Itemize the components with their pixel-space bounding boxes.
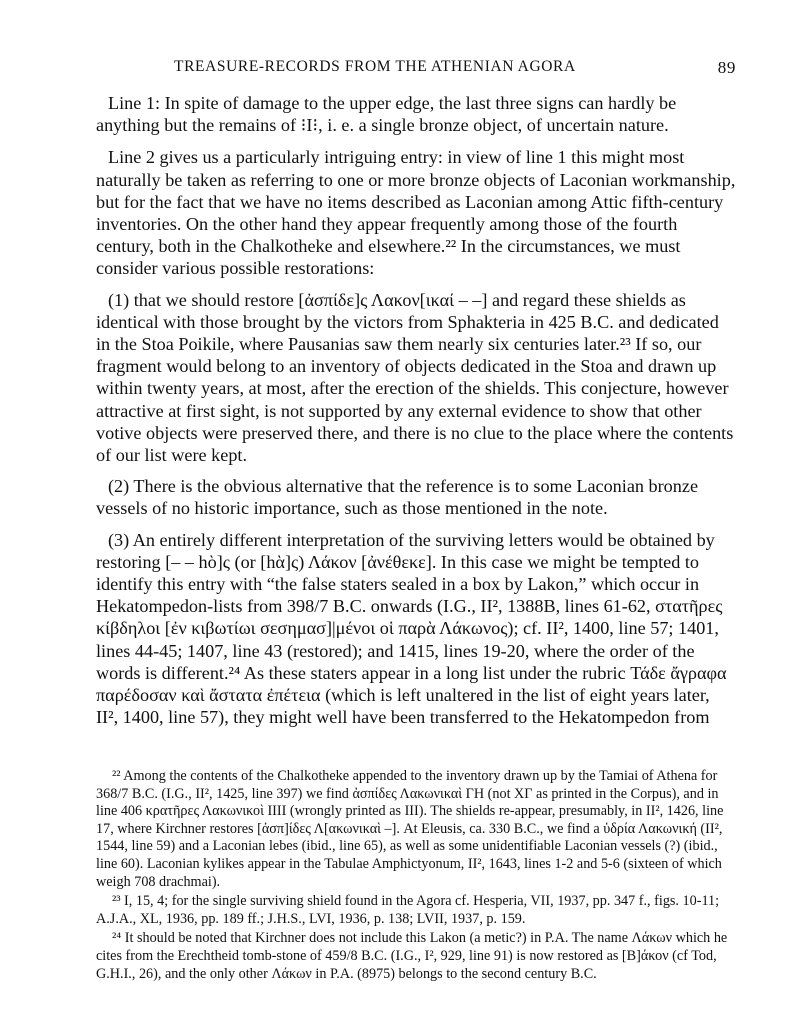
footnote-22: ²² Among the contents of the Chalkotheke appended to the inventory drawn up by the Tamiai of Athena for 368/7 B.C. (I.G., II², 1425, line 397) we find ἀσπίδες Λακωνικαὶ ΓΗ (not XΓ as printed in the Corpus), and in line 406 κρατῆρες Λακωνικοὶ IIII (wrongly printed as III). The shields re-appear, presumably, in II², 1426, line 17, where Kirchner restores [ἀσπ]ίδες Λ[ακωνικαὶ –]. At Eleusis, ca. 330 B.C., we find a ὑδρία Λακωνική (II², 1544, line 59) and a Laconian lebes (ibid., line 65), as well as some unidentifiable Laconian vessels (?) (ibid., line 60). Laconian kylikes appear in the Tabulae Amphictyonum, II², 1643, lines 1-2 and 5-6 (sixteen of which weigh 708 drachmai).	[96, 768, 724, 890]
paragraph-line-1: Line 1: In spite of damage to the upper edge, the last three signs can hardly be anything but the remains of ⁝Ι⁝, i. e. a single bronze object, of uncertain nature.	[96, 93, 677, 136]
footnotes	[96, 768, 736, 985]
paragraph-restoration-3: (3) An entirely different interpretation of the surviving letters would be obtained by restoring [– – hὸ]ς (or [hὰ]ς) Λάκον [ἀνέθεκε]. In this case we might be tempted to identify this entry with “the false staters sealed in a box by Lakon,” which occur in Hekatompedon-lists from 398/7 B.C. onwards (I.G., II², 1388B, lines 61-62, στατῆρες κίβδηλοι [ἐν κιβωτίωι σεσημασ]|μένοι οἱ παρὰ Λάκωνος); cf. II², 1400, line 57; 1401, lines 44-45; 1407, line 43 (restored); and 1415, lines 19-20, where the order of the words is different.²⁴ As these staters appear in a long list under the rubric Τάδε ἄγραφα παρέδοσαν καὶ ἄστατα ἐπέτεια (which is left unaltered in the list of eight years later, II², 1400, line 57), they might well have been transferred to the Hekatompedon from	[96, 529, 727, 728]
paragraph-restoration-1: (1) that we should restore [ἀσπίδε]ς Λακον[ικαί – –] and regard these shields as identical with those brought by the victors from Sphakteria in 425 B.C. and dedicated in the Stoa Poikile, where Pausanias saw them nearly six centuries later.²³ If so, our fragment would belong to an inventory of objects dedicated in the Stoa and drawn up within twenty years, at most, after the erection of the shields. This conjecture, however attractive at first sight, is not supported by any external evidence to show that other votive objects were preserved there, and there is no clue to the place where the contents of our list were kept.	[96, 289, 734, 466]
paragraph-restoration-2: (2) There is the obvious alternative that the reference is to some Laconian bronze vessels of no historic importance, such as those mentioned in the note.	[96, 476, 699, 519]
footnote-23: ²³ I, 15, 4; for the single surviving shield found in the Agora cf. Hesperia, VII, 1937, pp. 347 f., figs. 10-11; A.J.A., XL, 1936, pp. 189 ff.; J.H.S., LVI, 1936, p. 138; LVII, 1937, p. 159.	[96, 893, 720, 927]
running-title: TREASURE-RECORDS FROM THE ATHENIAN AGORA	[174, 58, 576, 75]
page-number: 89	[717, 58, 736, 77]
paragraph-line-2: Line 2 gives us a particularly intriguing entry: in view of line 1 this might most naturally be taken as referring to one or more bronze objects of Laconian workmanship, but for the fact that we have no items described as Laconian among Attic fifth-century inventories. On the other hand they appear frequently among those of the fourth century, both in the Chalkotheke and elsewhere.²² In the circumstances, we must consider various possible restorations:	[96, 147, 736, 279]
main-text	[96, 92, 736, 737]
footnote-24: ²⁴ It should be noted that Kirchner does not include this Lakon (a metic?) in P.A. The name Λάκων which he cites from the Erechtheid tomb-stone of 459/8 B.C. (I.G., I², 929, line 91) is now restored as [Β]άκον (cf Tod, G.H.I., 26), and the only other Λάκων in P.A. (8975) belongs to the second century B.C.	[96, 930, 728, 982]
